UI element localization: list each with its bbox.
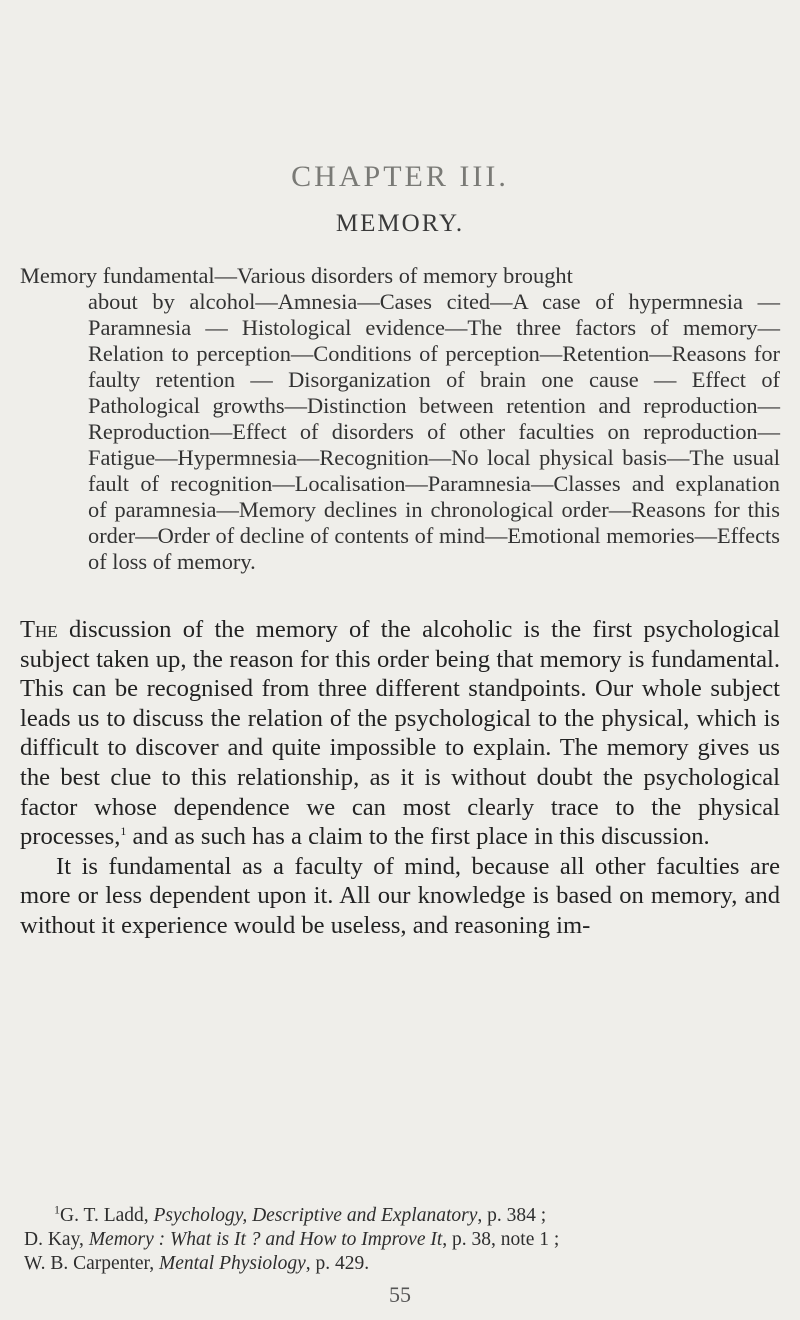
chapter-title: MEMORY. — [335, 210, 465, 237]
body-text — [20, 615, 780, 941]
summary-lead-line: Memory fundamental—Various disorders of memory brought — [20, 263, 573, 288]
footnote-entry — [24, 1252, 780, 1276]
footnote-pages: , p. 429. — [305, 1253, 370, 1274]
footnote-work-title: Mental Physiology — [158, 1253, 306, 1274]
footnote-author: D. Kay, — [24, 1229, 89, 1250]
footnote-author: W. B. Carpenter, — [24, 1253, 159, 1274]
footnote-author: G. T. Ladd, — [60, 1205, 154, 1226]
footnote-reference: 1 — [120, 823, 127, 838]
summary-continuation: about by alcohol—Amnesia—Cases cited—A case of hypermnesia — Paramnesia — Histological evidence—The three factors of memory—Relation to perception—Conditions of perception—Retention—Reasons for faulty retention — Disorganization of brain one cause — Effect of Pathological growths—Distinction between retention and reproduction—Reproduction—Effect of disorders of other faculties on reproduction—Fatigue—Hypermnesia—Recognition—No local physical basis—The usual fault of recognition—Localisation—Paramnesia—Classes and explanation of paramnesia—Memory declines in chronological order—Reasons for this order—Order of decline of contents of mind—Emotional memories—Effects of loss of memory. — [88, 289, 780, 574]
paragraph-text: discussion of the memory of the alcoholic is the first psychological subject taken up, the reason for this order being that memory is fundamental. This can be recognised from three different standpoints. Our whole subject leads us to discuss the relation of the psychological to the physical, which is difficult to discover and quite impossible to explain. The memory gives us the best clue to this relationship, as it is without doubt the psychological factor whose dependence we can most clearly trace to the physical processes, — [20, 616, 780, 851]
footnote-entry — [24, 1228, 780, 1252]
footnote-entry — [24, 1204, 780, 1228]
footnotes — [24, 1204, 780, 1276]
chapter-summary — [20, 263, 780, 575]
footnote-pages: , p. 384 ; — [477, 1205, 547, 1226]
page-number: 55 — [389, 1282, 411, 1307]
body-paragraph — [20, 615, 780, 852]
footnote-marker: 1 — [54, 1202, 60, 1217]
opening-word: The — [20, 616, 58, 643]
body-paragraph: It is fundamental as a faculty of mind, because all other faculties are more or less dependent upon it. All our knowledge is based on memory, and without it experience would be useless, and reasoning im- — [20, 852, 780, 939]
footnote-work-title: Memory : What is It ? and How to Improve It — [88, 1229, 443, 1250]
footnote-pages: , p. 38, note 1 ; — [442, 1229, 560, 1250]
paragraph-text-end: and as such has a claim to the first place in this discussion. — [126, 823, 710, 851]
footnote-work-title: Psychology, Descriptive and Explanatory — [153, 1205, 478, 1226]
chapter-number-heading: CHAPTER III. — [291, 160, 509, 193]
